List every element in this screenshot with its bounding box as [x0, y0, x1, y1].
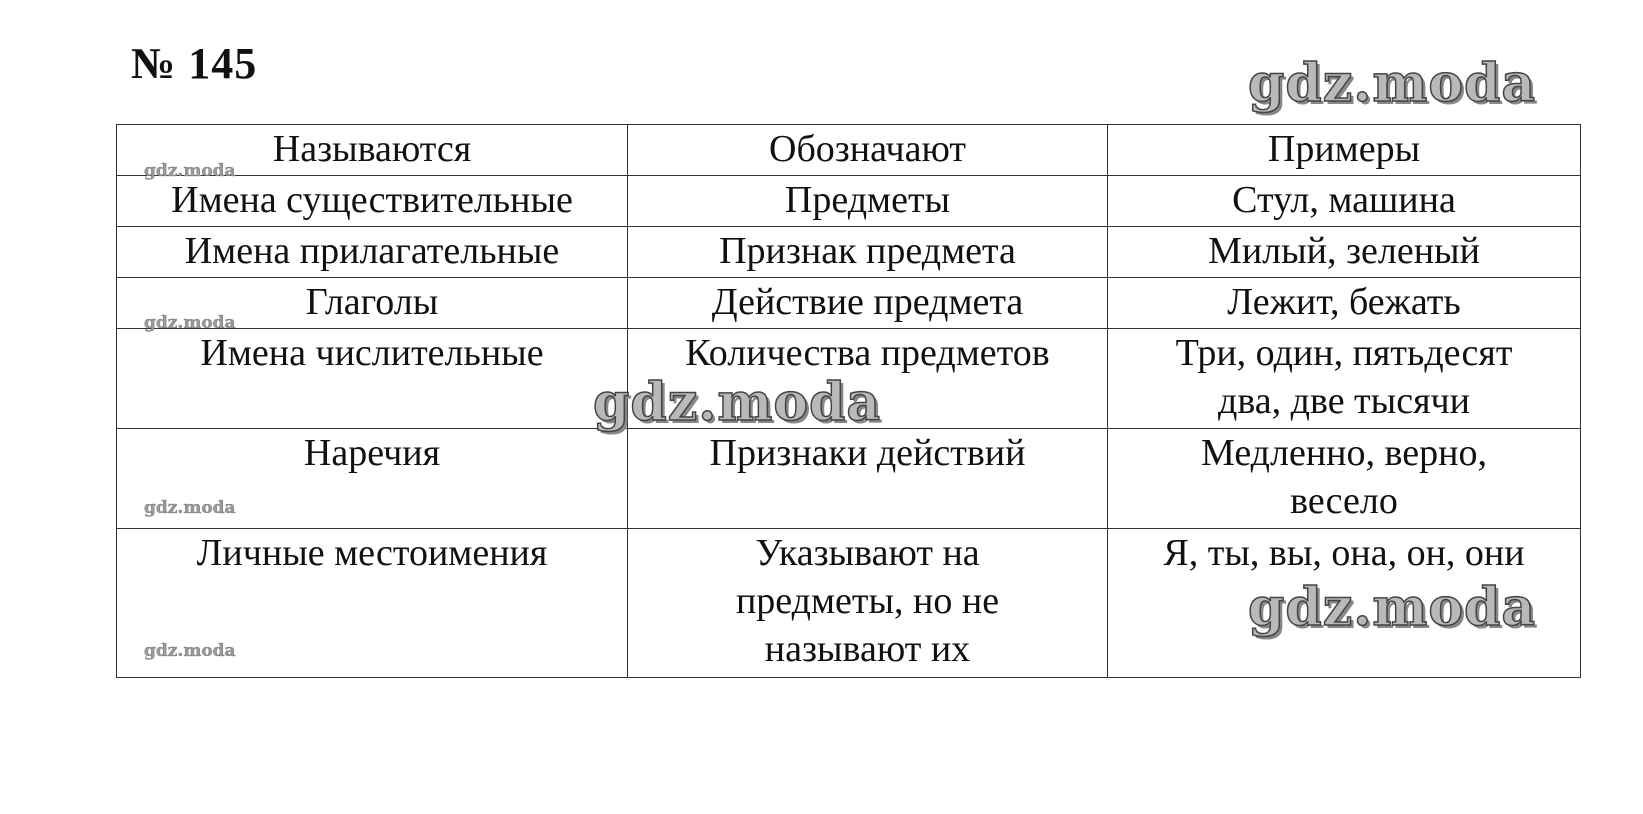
table-cell: Лежит, бежать [1108, 278, 1581, 329]
table-row [117, 227, 1581, 278]
table-row [117, 278, 1581, 329]
table-cell: Наречия [117, 429, 628, 529]
watermark-small: gdz.moda [144, 641, 236, 661]
header-cell-denote: Обозначают [628, 125, 1108, 176]
watermark-logo: gdz.moda [1248, 53, 1537, 114]
table-cell: Имена прилагательные [117, 227, 628, 278]
table-header-row [117, 125, 1581, 176]
table-row [117, 429, 1581, 529]
watermark-small: gdz.moda [144, 161, 236, 181]
table-cell: Я, ты, вы, она, он, они [1108, 529, 1581, 678]
table-cell: Глаголы [117, 278, 628, 329]
table-cell: Предметы [628, 176, 1108, 227]
watermark-logo: gdz.moda [593, 372, 882, 433]
table-cell: Признаки действий [628, 429, 1108, 529]
table-row [117, 176, 1581, 227]
table-cell: Признак предмета [628, 227, 1108, 278]
header-cell-called: Называются [117, 125, 628, 176]
table-cell: Количества предметов [628, 329, 1108, 429]
watermark-small: gdz.moda [144, 313, 236, 333]
table-cell: Указывают на предметы, но не называют их [628, 529, 1108, 678]
watermark-small: gdz.moda [144, 498, 236, 518]
table-cell: Имена существительные [117, 176, 628, 227]
table-cell: Личные местоимения [117, 529, 628, 678]
table-cell: Стул, машина [1108, 176, 1581, 227]
table-cell: Медленно, верно, весело [1108, 429, 1581, 529]
task-number: № 145 [131, 39, 258, 88]
header-cell-examples: Примеры [1108, 125, 1581, 176]
watermark-logo: gdz.moda [1248, 577, 1537, 638]
table-cell: Три, один, пятьдесят два, две тысячи [1108, 329, 1581, 429]
table-cell: Имена числительные [117, 329, 628, 429]
table-cell: Действие предмета [628, 278, 1108, 329]
table-cell: Милый, зеленый [1108, 227, 1581, 278]
